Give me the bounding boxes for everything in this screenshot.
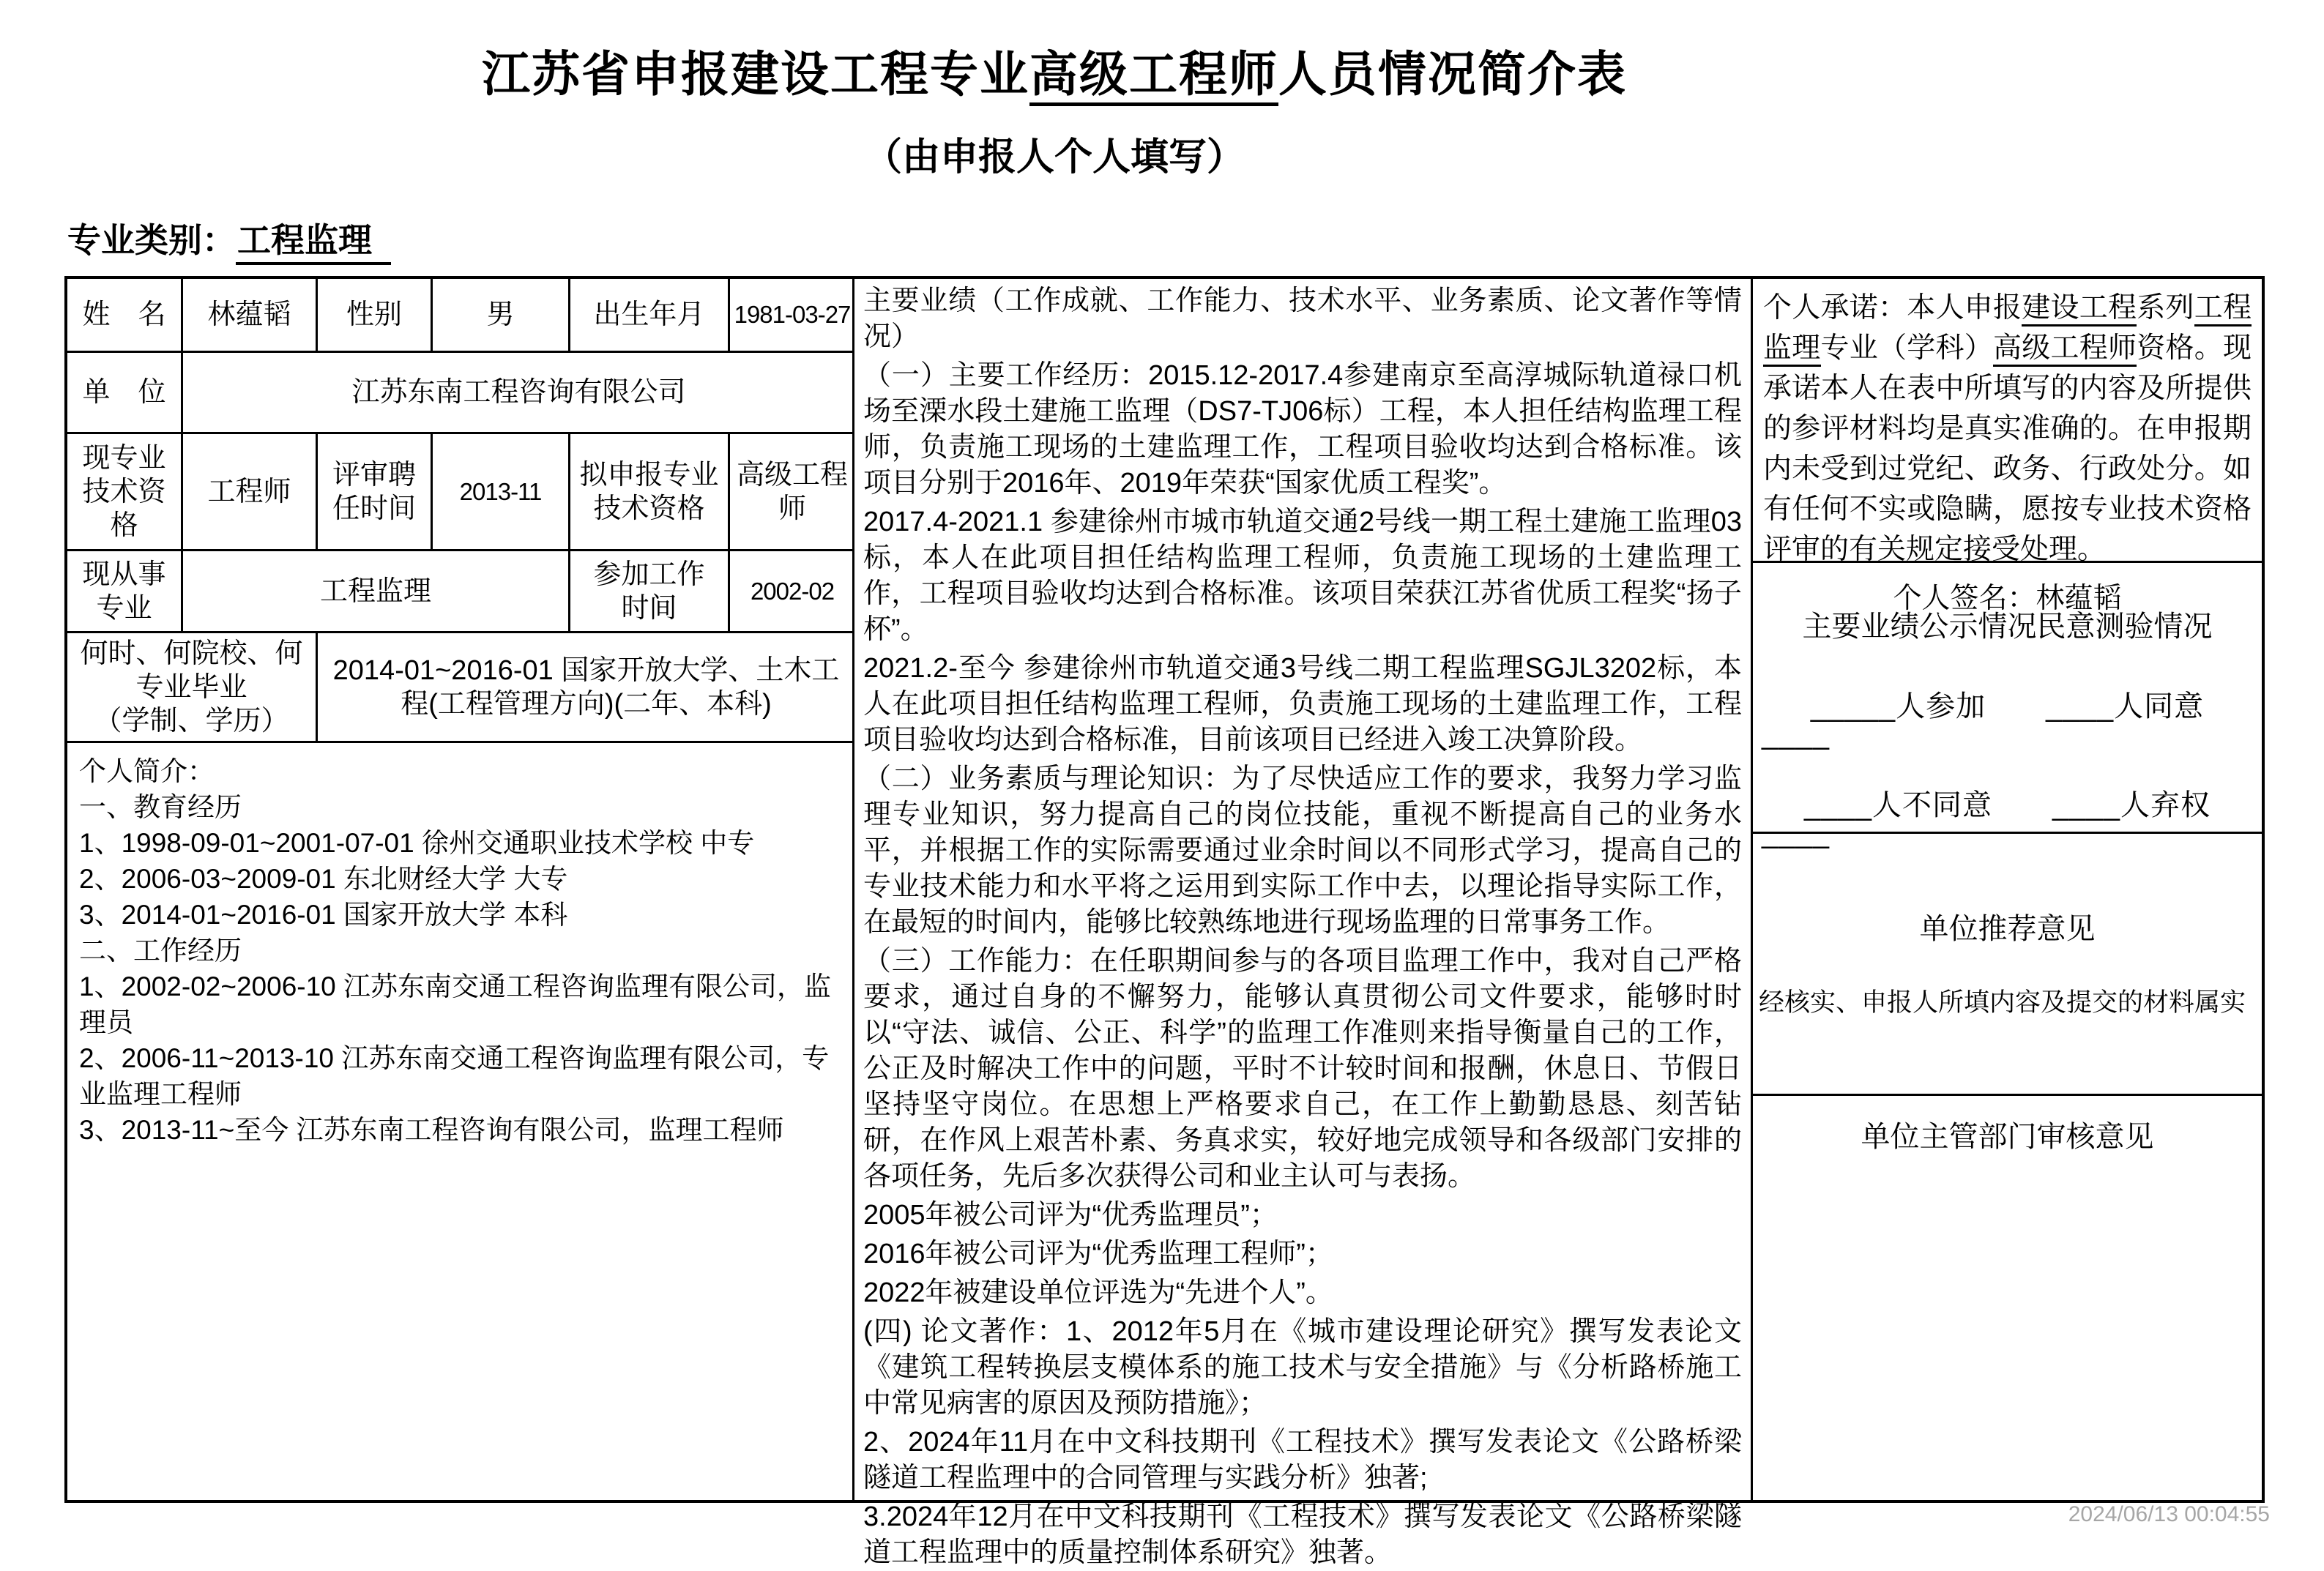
current-title-label: 现专业技术资格 [67, 434, 183, 551]
recommendation-cell [1753, 834, 2262, 1096]
achievements-paragraph: （一）主要工作经历：2015.12-2017.4参建南京至高淳城际轨道禄口机场至溧水段土建施工监理（DS7-TJ06标）工程，本人担任结构监理工程师，负责施工现场的土建监理工作，工程项目验收均达到合格标准。该项目分别于2016年、2019年荣获“国家优质工程奖”。 [863, 360, 1742, 499]
achievements-header: 主要业绩（工作成就、工作能力、技术水平、业务素质、论文著作等情况） [863, 286, 1742, 352]
achievements-paragraph: (四) 论文著作：1、2012年5月在《城市建设理论研究》撰写发表论文《建筑工程转换层支模体系的施工技术与安全措施》与《分析路桥施工中常见病害的原因及预防措施》； [863, 1316, 1742, 1419]
achievements-paragraph: 2005年被公司评为“优秀监理员”； [863, 1200, 1278, 1231]
poll-title: 主要业绩公示情况民意测验情况 [1802, 611, 2213, 643]
achievements-paragraph: 2016年被公司评为“优秀监理工程师”； [863, 1239, 1333, 1269]
achievements-paragraph: 3.2024年12月在中文科技期刊《工程技术》撰写发表论文《公路桥梁隧道工程监理中的质量控制体系研究》独著。 [863, 1501, 1742, 1568]
info-grid [67, 279, 852, 1500]
education-value: 2014-01~2016-01 国家开放大学、土木工程(工程管理方向)(二年、本科) [318, 633, 854, 743]
current-field-label: 现从事专业 [67, 551, 183, 633]
pledge-cell [1753, 279, 2262, 614]
review-title: 单位主管部门审核意见 [1861, 1121, 2154, 1153]
bio-title: 个人简介： [79, 756, 215, 786]
pledge-segment: 个人承诺：本人申报 [1763, 292, 2022, 324]
bio-line: 2、2006-03~2009-01 东北财经大学 大专 [79, 864, 568, 894]
pledge-segment: 系列 [2137, 292, 2194, 324]
birth-value: 1981-03-27 [730, 279, 854, 353]
pledge-segment: 专业（学科） [1820, 332, 1993, 364]
work-start-value: 2002-02 [730, 551, 854, 633]
achievements-paragraph: （二）业务素质与理论知识：为了尽快适应工作的要求，我努力学习监理专业知识，努力提高自己的岗位技能，重视不断提高自己的业务水平，并根据工作的实际需要通过业余时间以不同形式学习，提高自己的专业技术能力和水平将之运用到实际工作中去，以理论指导实际工作，在最短的时间内，能够比较熟练地进行现场监理的日常事务工作。 [863, 764, 1742, 938]
recommendation-title: 单位推荐意见 [1919, 913, 2096, 945]
achievements-paragraph: 2021.2-至今 参建徐州市轨道交通3号线二期工程监理SGJL3202标，本人在此项目担任结构监理工程师，负责施工现场的土建监理工作，工程项目验收均达到合格标准，目前该项目已经进入竣工决算阶段。 [863, 653, 1742, 755]
left-info-column [67, 279, 854, 1500]
recommendation-body: 经核实、申报人所填内容及提交的材料属实 [1759, 988, 2246, 1017]
education-label [67, 633, 318, 743]
current-field-value: 工程监理 [183, 551, 570, 633]
apply-title-value: 高级工程师 [730, 434, 854, 551]
signature-label: 个人签名： [1893, 583, 2036, 614]
unit-label: 单 位 [67, 353, 183, 434]
title-part-1: 江苏省申报建设工程专业 [482, 47, 1029, 101]
bio-cell [67, 743, 854, 1500]
name-value: 林蕴韬 [183, 279, 318, 353]
page-subtitle: （由申报人个人填写） [863, 136, 1245, 179]
page-title [0, 35, 2109, 105]
bio-line: 二、工作经历 [79, 936, 242, 966]
review-cell [1753, 1096, 2262, 1500]
poll-blank-wrap: ____ [1762, 817, 1830, 849]
achievements-paragraph: 2、2024年11月在中文科技期刊《工程技术》撰写发表论文《公路桥梁隧道工程监理中的合同管理与实践分析》独著; [863, 1427, 1742, 1493]
pledge-segment: 资格。现承诺本人在表中所填写的内容及所提供的参评材料均是真实准确的。在申报期内未受到过党纪、政务、行政处分。如有任何不实或隐瞒，愿按专业技术资格评审的有关规定接受处理。 [1763, 332, 2252, 565]
bio-line: 3、2013-11~至今 江苏东南工程咨询有限公司，监理工程师 [79, 1115, 784, 1145]
poll-line-disagree-abstain: ____人不同意 ____人弃权 [1804, 789, 2211, 821]
bio-line: 1、2002-02~2006-10 江苏东南交通工程咨询监理有限公司，监理员 [79, 971, 832, 1037]
education-label-line2: （学制、学历） [94, 705, 289, 736]
category-value: 工程监理 [236, 221, 391, 265]
bio-line: 1、1998-09-01~2001-07-01 徐州交通职业技术学校 中专 [79, 828, 755, 858]
pledge-segment-underlined: 高级工程师 [1993, 332, 2137, 367]
right-column [1753, 279, 2262, 1500]
poll-cell [1753, 563, 2262, 849]
bio-line: 一、教育经历 [79, 792, 242, 822]
title-part-underlined: 高级工程师 [1029, 47, 1278, 106]
gender-label: 性别 [318, 279, 433, 353]
bio-line: 2、2006-11~2013-10 江苏东南交通工程咨询监理有限公司，专业监理工程师 [79, 1043, 830, 1109]
poll-line-participate-agree: _____人参加 ____人同意 [1810, 690, 2205, 723]
footer-timestamp: 2024/06/13 00:04:55 [2068, 1502, 2270, 1526]
achievements-paragraph: 2017.4-2021.1 参建徐州市城市轨道交通2号线一期工程土建施工监理03标，本人在此项目担任结构监理工程师，负责施工现场的土建监理工作，工程项目验收均达到合格标准。该项目荣获江苏省优质工程奖“扬子杯”。 [863, 507, 1742, 645]
achievements-cell [854, 279, 1753, 1568]
signature-value: 林蕴韬 [2036, 583, 2122, 614]
name-label: 姓 名 [67, 279, 183, 353]
appoint-date-value: 2013-11 [433, 434, 570, 551]
poll-blank-wrap: ____ [1762, 718, 1830, 750]
pledge-segment-underlined: 工程监理 [1763, 292, 2252, 367]
current-title-value: 工程师 [183, 434, 318, 551]
work-start-label: 参加工作时间 [570, 551, 730, 633]
category-line [67, 214, 391, 262]
gender-value: 男 [433, 279, 570, 353]
unit-value: 江苏东南工程咨询有限公司 [183, 353, 854, 434]
achievements-paragraph: 2022年被建设单位评选为“先进个人”。 [863, 1277, 1333, 1308]
pledge-segment-underlined: 建设工程 [2022, 292, 2137, 326]
achievements-paragraph: （三）工作能力：在任职期间参与的各项目监理工作中，我对自己严格要求，通过自身的不懈努力，能够认真贯彻公司文件要求，能够时时以“守法、诚信、公正、科学”的监理工作准则来指导衡量自己的工作，公正及时解决工作中的问题，平时不计较时间和报酬，休息日、节假日坚持坚守岗位。在思想上严格要求自己，在工作上勤勤恳恳、刻苦钻研，在作风上艰苦朴素、务真求实，较好地完成领导和各级部门安排的各项任务，先后多次获得公司和业主认可与表扬。 [863, 946, 1742, 1192]
pledge-text [1763, 288, 2252, 570]
bio-line: 3、2014-01~2016-01 国家开放大学 本科 [79, 900, 568, 930]
birth-label: 出生年月 [570, 279, 730, 353]
category-label: 专业类别： [67, 221, 236, 259]
title-part-3: 人员情况简介表 [1278, 47, 1627, 101]
education-label-line1: 何时、何院校、何专业毕业 [80, 638, 303, 703]
apply-title-label: 拟申报专业技术资格 [570, 434, 730, 551]
appoint-date-label: 评审聘任时间 [318, 434, 433, 551]
